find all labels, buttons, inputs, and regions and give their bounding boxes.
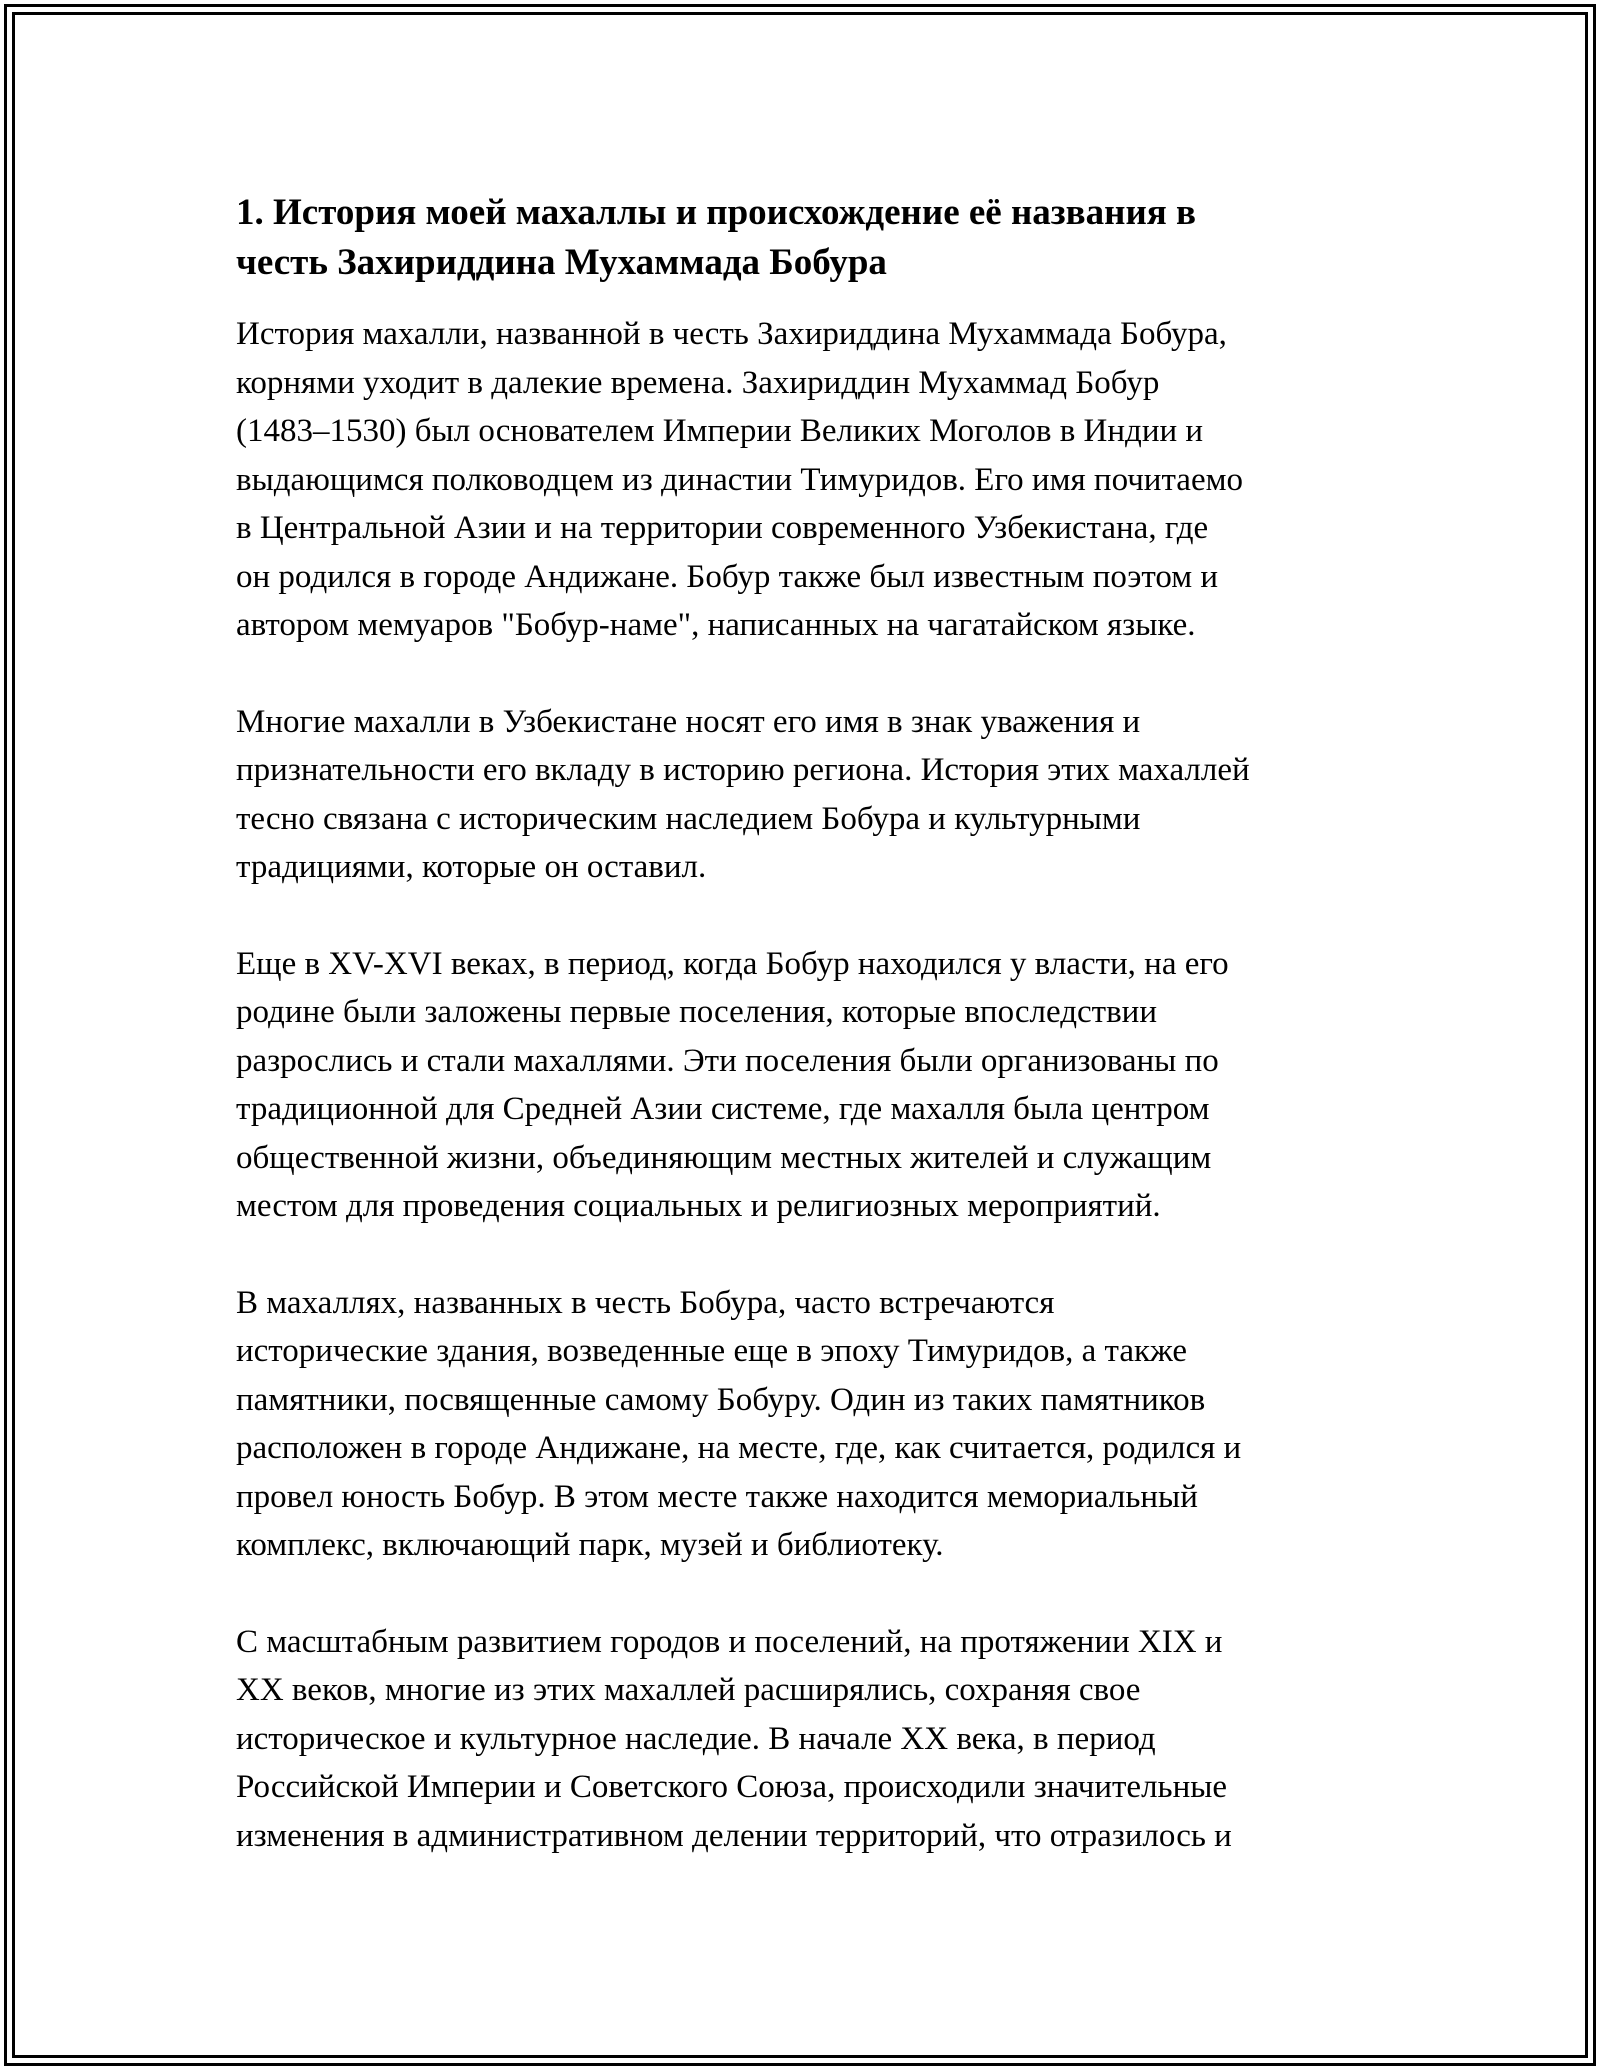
text-line: традициями, которые он оставил. xyxy=(236,849,707,885)
text-line: традиционной для Средней Азии системе, где махалля была центром xyxy=(236,1091,1210,1127)
text-line: Еще в XV-XVI веках, в период, когда Бобур находился у власти, на его xyxy=(236,945,1229,982)
text-line: разрослись и стали махаллями. Эти поселения были организованы по xyxy=(236,1042,1219,1079)
text-line: местом для проведения социальных и религиозных мероприятий. xyxy=(236,1188,1161,1224)
paragraph xyxy=(236,1618,1386,1861)
text-line: общественной жизни, объединяющим местных жителей и служащим xyxy=(236,1139,1212,1176)
text-line: С масштабным развитием городов и поселений, на протяжении XIX и xyxy=(236,1623,1223,1660)
paragraph xyxy=(236,1279,1386,1570)
text-line: он родился в городе Андижане. Бобур также был известным поэтом и xyxy=(236,558,1219,595)
text-line: Российской Империи и Советского Союза, происходили значительные xyxy=(236,1769,1228,1805)
text-line: выдающимся полководцем из династии Тимуридов. Его имя почитаемо xyxy=(236,461,1243,498)
text-line: признательности его вкладу в историю региона. История этих махаллей xyxy=(236,752,1250,788)
text-line: тесно связана с историческим наследием Бобура и культурными xyxy=(236,800,1141,837)
text-line: В махаллях, названных в честь Бобура, часто встречаются xyxy=(236,1284,1055,1321)
text-line: исторические здания, возведенные еще в эпоху Тимуридов, а также xyxy=(236,1333,1188,1369)
text-line: расположен в городе Андижане, на месте, где, как считается, родился и xyxy=(236,1430,1242,1466)
text-line: изменения в административном делении территорий, что отразилось и xyxy=(236,1817,1232,1854)
text-line: корнями уходит в далекие времена. Захириддин Мухаммад Бобур xyxy=(236,364,1160,401)
text-line: историческое и культурное наследие. В начале XX века, в период xyxy=(236,1720,1156,1757)
text-line: в Центральной Азии и на территории современного Узбекистана, где xyxy=(236,510,1209,546)
text-line: История махалли, названной в честь Захириддина Мухаммада Бобура, xyxy=(236,316,1227,352)
heading-line: 1. История моей махаллы и происхождение её названия в xyxy=(236,192,1197,233)
paragraph xyxy=(236,698,1386,892)
text-line: XX веков, многие из этих махаллей расширялись, сохраняя свое xyxy=(236,1672,1141,1708)
paragraph xyxy=(236,940,1386,1231)
text-line: (1483–1530) был основателем Империи Великих Моголов в Индии и xyxy=(236,413,1204,449)
section-heading xyxy=(236,188,1386,288)
text-line: родине были заложены первые поселения, которые впоследствии xyxy=(236,994,1157,1030)
text-line: провел юность Бобур. В этом месте также находится мемориальный xyxy=(236,1478,1198,1515)
document-body xyxy=(236,188,1386,1908)
text-line: Многие махалли в Узбекистане носят его имя в знак уважения и xyxy=(236,703,1141,740)
heading-line: честь Захириддина Мухаммада Бобура xyxy=(236,242,887,283)
text-line: автором мемуаров "Бобур-наме", написанных на чагатайском языке. xyxy=(236,607,1196,643)
text-line: памятники, посвященные самому Бобуру. Один из таких памятников xyxy=(236,1381,1206,1418)
text-line: комплекс, включающий парк, музей и библиотеку. xyxy=(236,1527,944,1563)
paragraph xyxy=(236,310,1386,650)
